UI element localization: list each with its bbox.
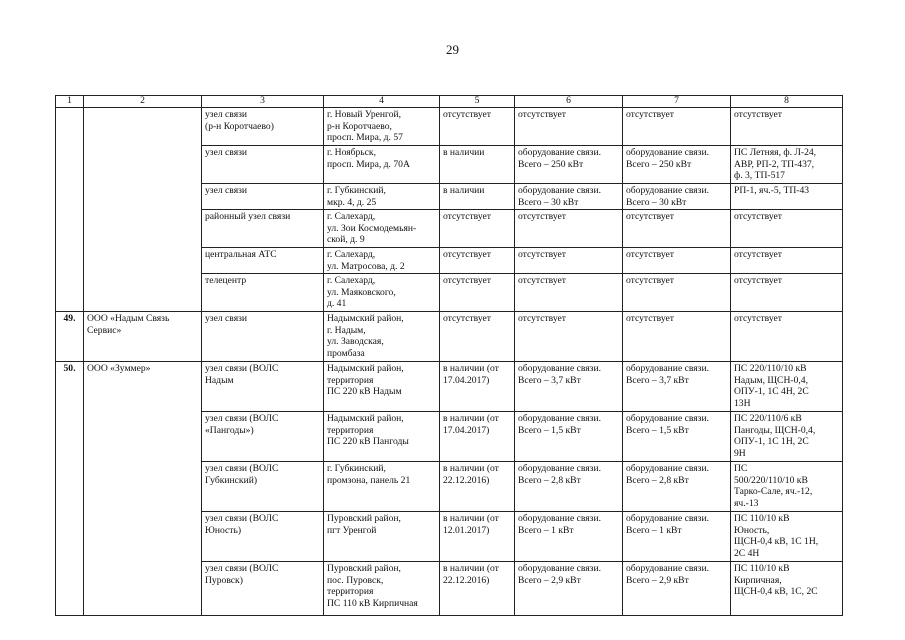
row-number — [56, 512, 84, 562]
object-name: районный узел связи — [202, 210, 324, 248]
row-number — [56, 462, 84, 512]
load-total: оборудование связи. Всего – 3,7 кВт — [623, 362, 731, 412]
power-source: отсутствует — [731, 108, 843, 146]
object-name: узел связи (ВОЛС Юность) — [202, 512, 324, 562]
power-availability: в наличии — [440, 184, 515, 210]
table-row — [56, 146, 843, 184]
table-body — [56, 108, 843, 616]
load-info: отсутствует — [515, 312, 623, 362]
address: Пуровский район, пгт Уренгой — [324, 512, 440, 562]
organization-name: ООО «Зуммер» — [84, 362, 202, 412]
load-total: отсутствует — [623, 274, 731, 312]
load-total: оборудование связи. Всего – 1,5 кВт — [623, 412, 731, 462]
load-info: оборудование связи. Всего – 3,7 кВт — [515, 362, 623, 412]
table-row — [56, 412, 843, 462]
data-table — [55, 95, 843, 616]
object-name: узел связи — [202, 312, 324, 362]
load-total: оборудование связи. Всего – 2,9 кВт — [623, 562, 731, 616]
row-number — [56, 184, 84, 210]
power-source: РП-1, яч.-5, ТП-43 — [731, 184, 843, 210]
power-availability: в наличии (от 17.04.2017) — [440, 362, 515, 412]
table-row — [56, 462, 843, 512]
load-info: отсутствует — [515, 210, 623, 248]
object-name: узел связи (ВОЛС «Пангоды») — [202, 412, 324, 462]
organization-name — [84, 146, 202, 184]
power-availability: отсутствует — [440, 312, 515, 362]
load-total: отсутствует — [623, 108, 731, 146]
object-name: узел связи (ВОЛС Надым — [202, 362, 324, 412]
power-source: отсутствует — [731, 248, 843, 274]
organization-name — [84, 562, 202, 616]
column-header-2: 2 — [84, 96, 202, 108]
power-source: отсутствует — [731, 274, 843, 312]
row-number — [56, 274, 84, 312]
table-row — [56, 274, 843, 312]
load-info: отсутствует — [515, 248, 623, 274]
address: г. Салехард, ул. Матросова, д. 2 — [324, 248, 440, 274]
power-source: ПС 220/110/10 кВ Надым, ЩСН-0,4, ОПУ-1, 1С 4Н, 2С 13Н — [731, 362, 843, 412]
power-availability: в наличии (от 22.12.2016) — [440, 562, 515, 616]
power-source: отсутствует — [731, 210, 843, 248]
organization-name — [84, 462, 202, 512]
organization-name — [84, 512, 202, 562]
object-name: узел связи (ВОЛС Губкинский) — [202, 462, 324, 512]
address: Надымский район, территория ПС 220 кВ Надым — [324, 362, 440, 412]
power-availability: в наличии (от 12.01.2017) — [440, 512, 515, 562]
power-source: ПС 500/220/110/10 кВ Тарко-Сале, яч.-12, яч.-13 — [731, 462, 843, 512]
address: Надымский район, г. Надым, ул. Заводская, промбаза — [324, 312, 440, 362]
table-row — [56, 512, 843, 562]
object-name: телецентр — [202, 274, 324, 312]
load-total: оборудование связи. Всего – 30 кВт — [623, 184, 731, 210]
table-row — [56, 210, 843, 248]
load-info: оборудование связи. Всего – 2,8 кВт — [515, 462, 623, 512]
table-row — [56, 312, 843, 362]
row-number — [56, 412, 84, 462]
power-source: ПС Летняя, ф. Л-24, АВР, РП-2, ТП-437, ф. 3, ТП-517 — [731, 146, 843, 184]
address: г. Новый Уренгой, р-н Коротчаево, просп. Мира, д. 57 — [324, 108, 440, 146]
power-availability: отсутствует — [440, 108, 515, 146]
column-header-4: 4 — [324, 96, 440, 108]
address: г. Губкинский, промзона, панель 21 — [324, 462, 440, 512]
power-availability: отсутствует — [440, 210, 515, 248]
table-row — [56, 248, 843, 274]
column-header-1: 1 — [56, 96, 84, 108]
organization-name: ООО «Надым Связь Сервис» — [84, 312, 202, 362]
row-number — [56, 108, 84, 146]
address: г. Ноябрьск, просп. Мира, д. 70А — [324, 146, 440, 184]
address: г. Салехард, ул. Зои Космодемьян- ской, д. 9 — [324, 210, 440, 248]
row-number: 49. — [56, 312, 84, 362]
power-source: отсутствует — [731, 312, 843, 362]
load-total: отсутствует — [623, 312, 731, 362]
page-number: 29 — [446, 42, 459, 57]
table-row — [56, 562, 843, 616]
power-availability: в наличии (от 17.04.2017) — [440, 412, 515, 462]
power-availability: в наличии — [440, 146, 515, 184]
load-info: отсутствует — [515, 108, 623, 146]
power-availability: отсутствует — [440, 274, 515, 312]
load-total: оборудование связи. Всего – 250 кВт — [623, 146, 731, 184]
power-availability: в наличии (от 22.12.2016) — [440, 462, 515, 512]
object-name: центральная АТС — [202, 248, 324, 274]
organization-name — [84, 274, 202, 312]
address: Пуровский район, пос. Пуровск, территория ПС 110 кВ Кирпичная — [324, 562, 440, 616]
header-row — [56, 96, 843, 108]
load-info: оборудование связи. Всего – 30 кВт — [515, 184, 623, 210]
table-row — [56, 108, 843, 146]
row-number — [56, 248, 84, 274]
column-header-6: 6 — [515, 96, 623, 108]
organization-name — [84, 412, 202, 462]
power-source: ПС 110/10 кВ Юность, ЩСН-0,4 кВ, 1С 1Н, 2С 4Н — [731, 512, 843, 562]
organization-name — [84, 184, 202, 210]
table-row — [56, 362, 843, 412]
load-info: оборудование связи. Всего – 1,5 кВт — [515, 412, 623, 462]
object-name: узел связи (ВОЛС Пуровск) — [202, 562, 324, 616]
address: Надымский район, территория ПС 220 кВ Пангоды — [324, 412, 440, 462]
row-number — [56, 210, 84, 248]
object-name: узел связи — [202, 146, 324, 184]
organization-name — [84, 108, 202, 146]
table-row — [56, 184, 843, 210]
load-total: отсутствует — [623, 210, 731, 248]
power-source: ПС 220/110/6 кВ Пангоды, ЩСН-0,4, ОПУ-1, 1С 1Н, 2С 9Н — [731, 412, 843, 462]
row-number: 50. — [56, 362, 84, 412]
organization-name — [84, 248, 202, 274]
row-number — [56, 562, 84, 616]
load-info: оборудование связи. Всего – 1 кВт — [515, 512, 623, 562]
load-info: оборудование связи. Всего – 250 кВт — [515, 146, 623, 184]
power-source: ПС 110/10 кВ Кирпичная, ЩСН-0,4 кВ, 1С, 2С — [731, 562, 843, 616]
column-header-5: 5 — [440, 96, 515, 108]
object-name: узел связи — [202, 184, 324, 210]
load-total: оборудование связи. Всего – 2,8 кВт — [623, 462, 731, 512]
address: г. Губкинский, мкр. 4, д. 25 — [324, 184, 440, 210]
row-number — [56, 146, 84, 184]
address: г. Салехард, ул. Маяковского, д. 41 — [324, 274, 440, 312]
load-total: оборудование связи. Всего – 1 кВт — [623, 512, 731, 562]
column-header-8: 8 — [731, 96, 843, 108]
object-name: узел связи (р-н Коротчаево) — [202, 108, 324, 146]
organization-name — [84, 210, 202, 248]
load-info: отсутствует — [515, 274, 623, 312]
column-header-7: 7 — [623, 96, 731, 108]
load-info: оборудование связи. Всего – 2,9 кВт — [515, 562, 623, 616]
power-availability: отсутствует — [440, 248, 515, 274]
column-header-3: 3 — [202, 96, 324, 108]
load-total: отсутствует — [623, 248, 731, 274]
